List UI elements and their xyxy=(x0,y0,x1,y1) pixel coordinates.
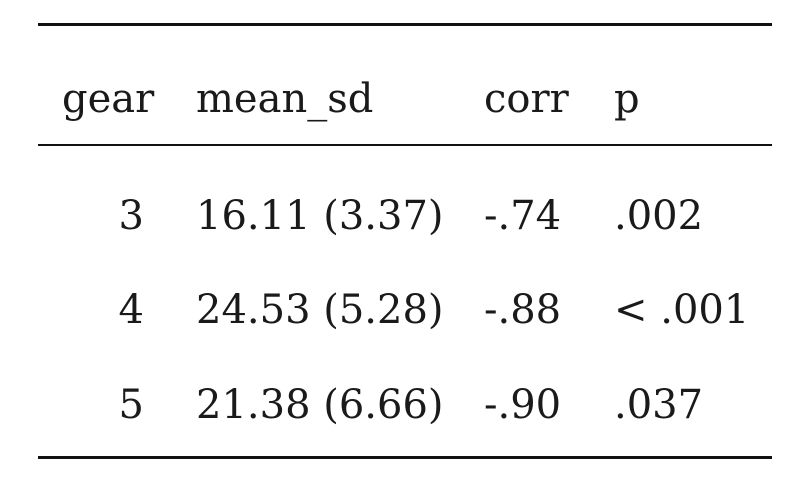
cell-mean-sd: 16.11 (3.37) xyxy=(196,193,444,239)
cell-mean-sd: 24.53 (5.28) xyxy=(196,287,444,333)
cell-corr: -.90 xyxy=(484,382,562,428)
header-gear: gear xyxy=(62,76,155,122)
cell-gear: 5 xyxy=(118,382,144,428)
cell-p: .002 xyxy=(614,193,704,239)
cell-mean-sd: 21.38 (6.66) xyxy=(196,382,444,428)
cell-gear: 3 xyxy=(118,193,144,239)
cell-p: .037 xyxy=(614,382,704,428)
header-corr: corr xyxy=(484,76,569,122)
table-bottom-rule xyxy=(38,456,772,459)
header-mean-sd: mean_sd xyxy=(196,76,374,122)
cell-corr: -.74 xyxy=(484,193,562,239)
cell-p: < .001 xyxy=(614,287,750,333)
table-header-rule xyxy=(38,144,772,146)
table-top-rule xyxy=(38,23,772,26)
cell-gear: 4 xyxy=(118,287,144,333)
header-p: p xyxy=(614,76,640,122)
cell-corr: -.88 xyxy=(484,287,562,333)
